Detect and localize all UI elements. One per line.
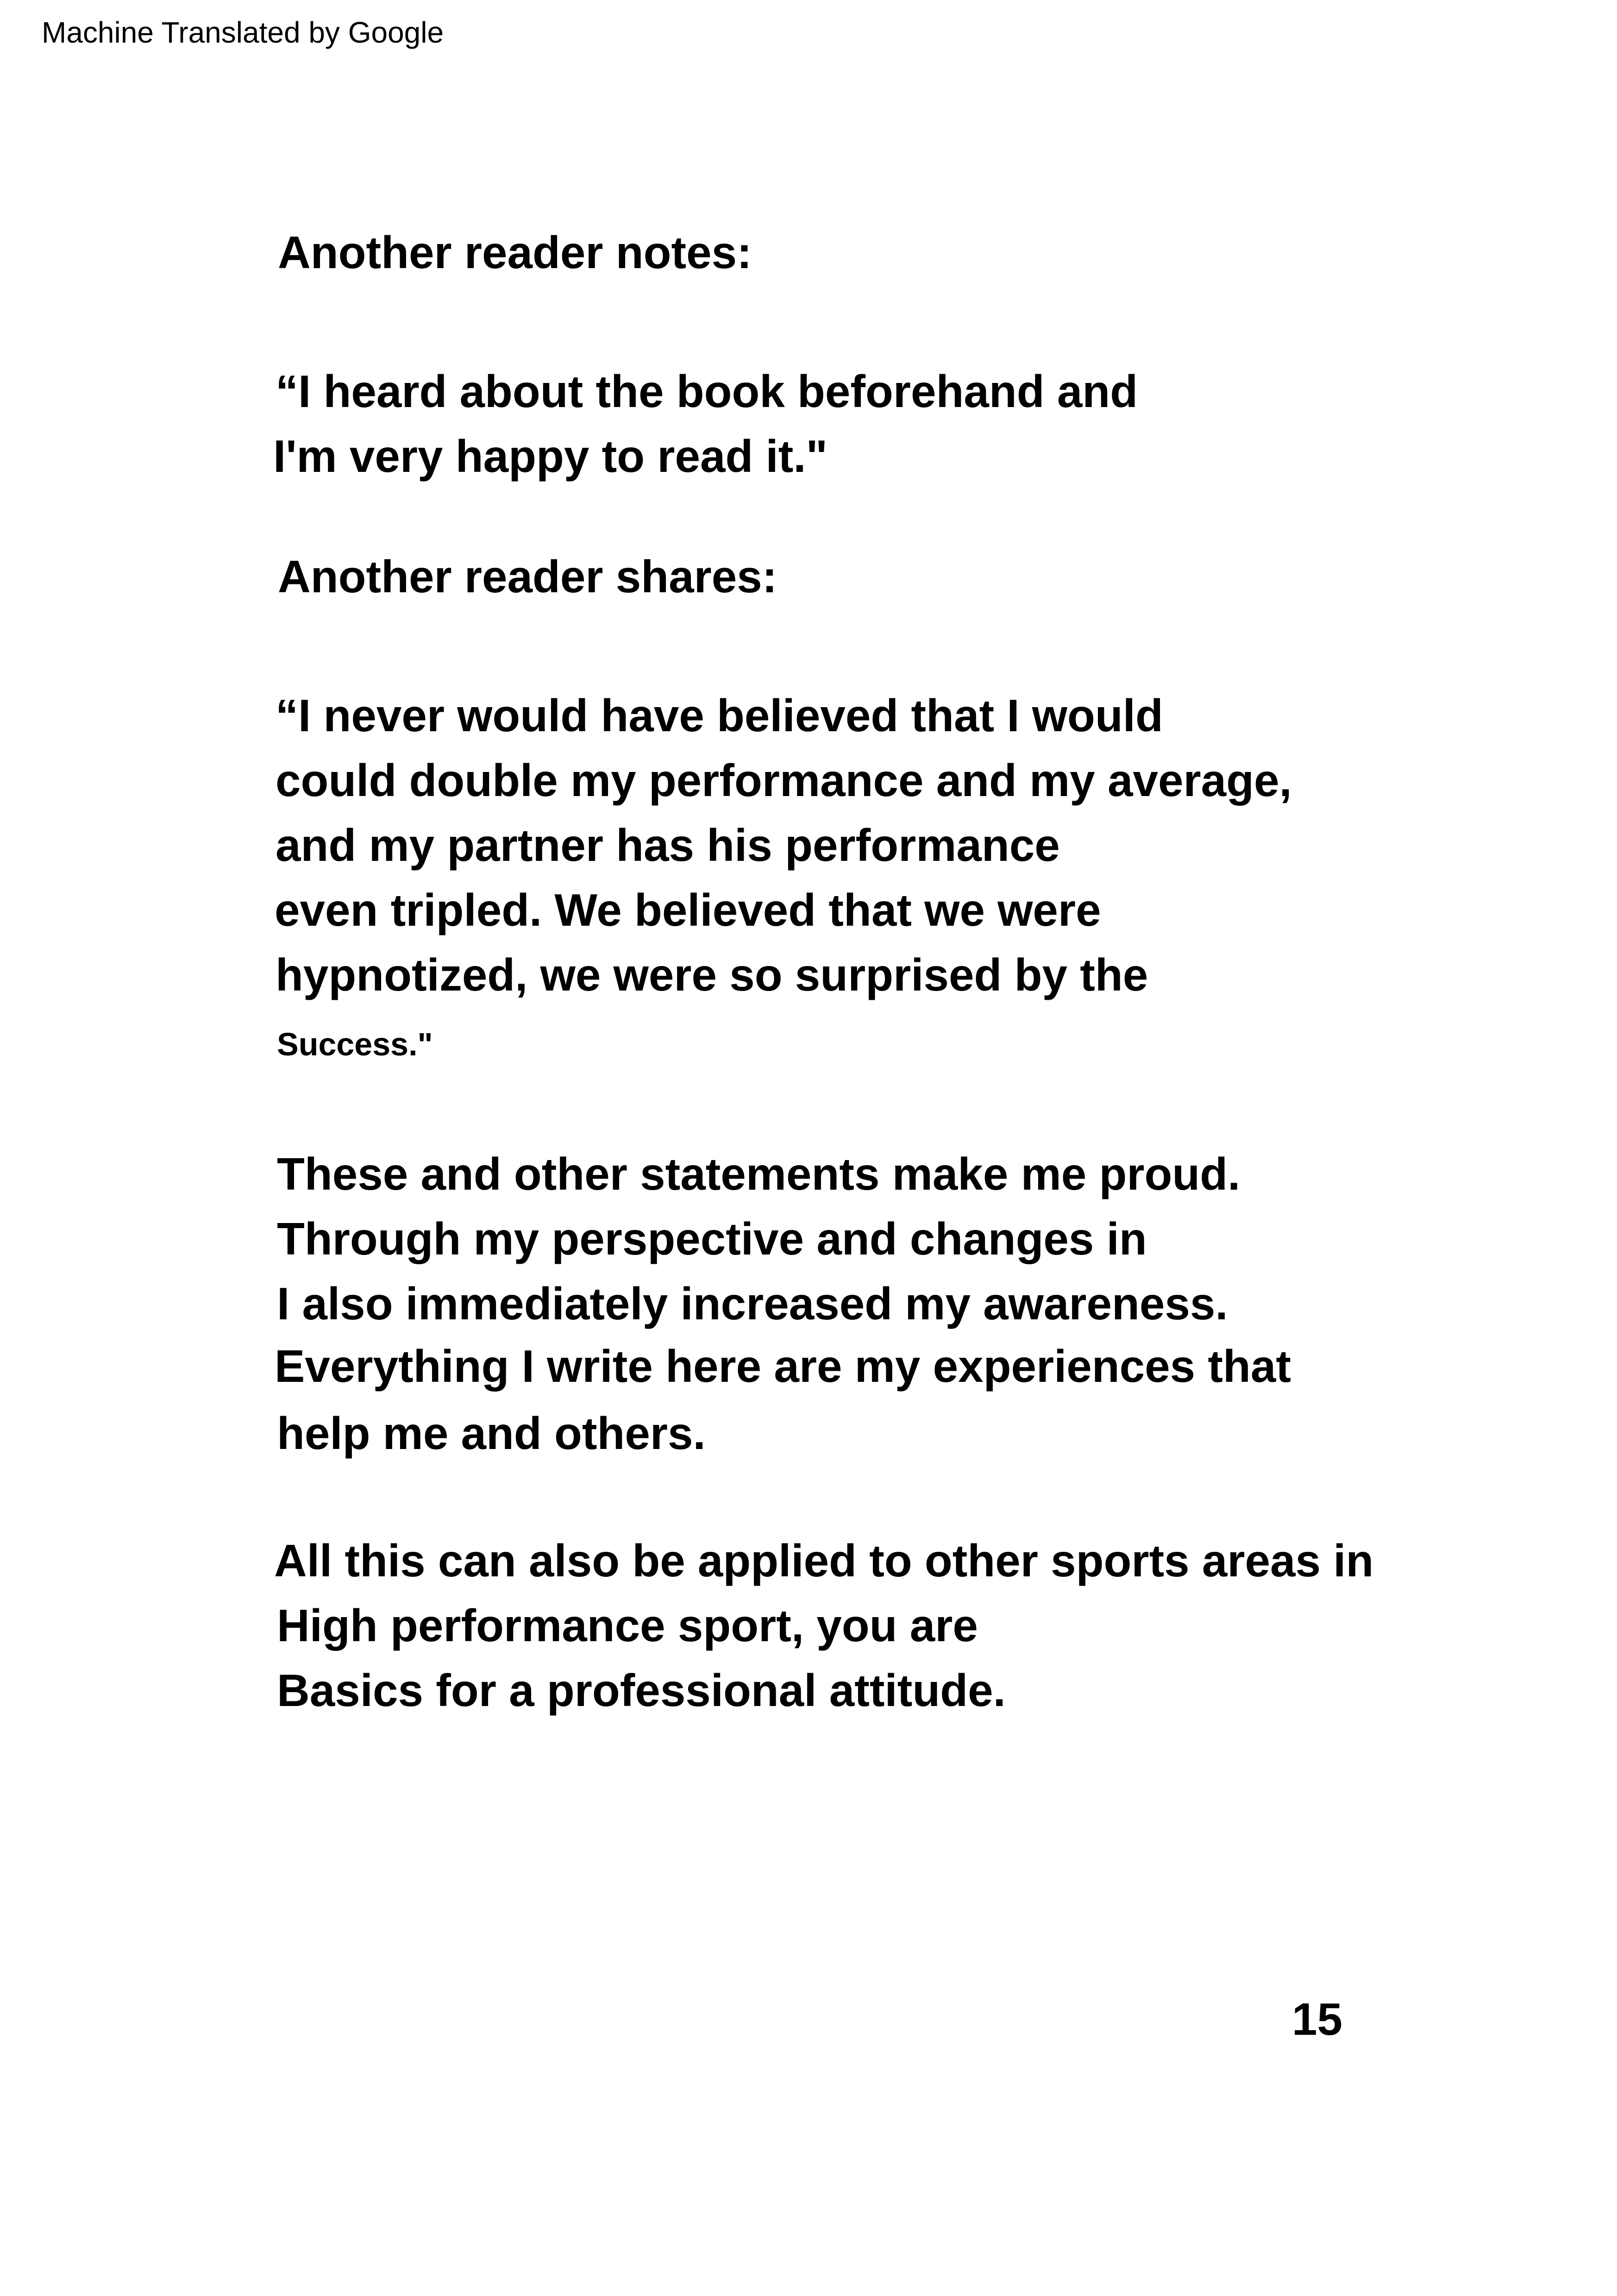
quote2-line-6: Success."	[277, 1026, 433, 1062]
paragraph1-line-5: help me and others.	[277, 1408, 706, 1459]
heading-reader-notes: Another reader notes:	[278, 227, 752, 278]
paragraph1-line-1: These and other statements make me proud.	[277, 1148, 1241, 1199]
quote2-line-5: hypnotized, we were so surprised by the	[276, 949, 1148, 1000]
machine-translation-banner: Machine Translated by Google	[42, 16, 444, 49]
paragraph1-line-3: I also immediately increased my awareness.	[277, 1278, 1228, 1329]
quote1-line-1: “I heard about the book beforehand and	[276, 366, 1138, 417]
paragraph1-line-2: Through my perspective and changes in	[277, 1213, 1147, 1264]
page-number: 15	[1292, 1994, 1343, 2045]
paragraph2-line-2: High performance sport, you are	[277, 1600, 978, 1651]
quote2-line-3: and my partner has his performance	[276, 820, 1060, 871]
quote1-line-2: I'm very happy to read it."	[273, 431, 828, 482]
quote2-line-1: “I never would have believed that I would	[276, 690, 1163, 741]
heading-reader-shares: Another reader shares:	[278, 551, 777, 602]
paragraph2-line-1: All this can also be applied to other sports areas in	[274, 1535, 1374, 1586]
quote2-line-2: could double my performance and my average,	[276, 755, 1292, 806]
paragraph2-line-3: Basics for a professional attitude.	[277, 1665, 1006, 1716]
paragraph1-line-4: Everything I write here are my experiences that	[275, 1341, 1291, 1392]
quote2-line-4: even tripled. We believed that we were	[275, 885, 1101, 935]
